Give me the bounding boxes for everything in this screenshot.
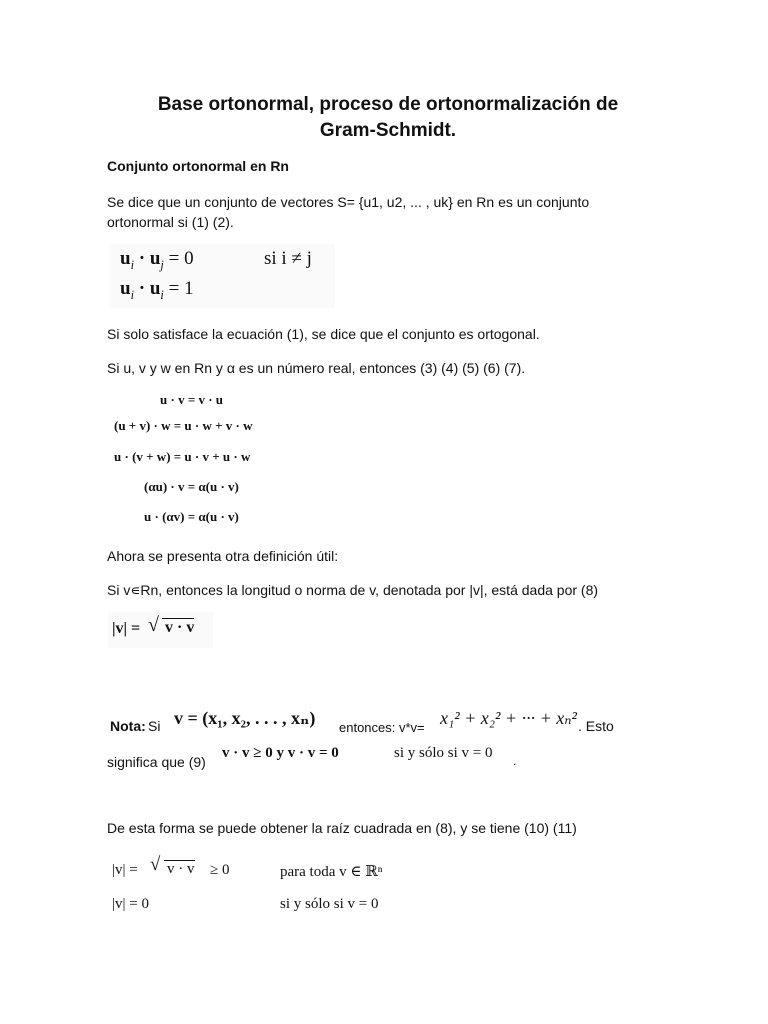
paragraph-norm-def: Si v∊Rn, entonces la longitud o norma de v, denotada por |v|, está dada por (8)	[107, 582, 599, 598]
equation-5: u · (v + w) = u · v + u · w	[114, 449, 251, 464]
subscript-i: i	[130, 287, 135, 302]
radicand: v · v	[162, 618, 194, 637]
equation-9-lhs: v · v ≥ 0 y v · v = 0	[222, 745, 339, 761]
paragraph-line: Se dice que un conjunto de vectores S= {u1, u2, ... , uk} en Rn es un conjunto	[107, 194, 590, 210]
greater-equal-zero: ≥ 0	[210, 862, 230, 878]
equation-8	[108, 612, 213, 648]
equation-1	[120, 248, 194, 273]
nota-label: Nota:	[110, 718, 146, 734]
equation-2	[120, 278, 194, 303]
paragraph-orthogonal: Si solo satisface la ecuación (1), se dice que el conjunto es ortogonal.	[107, 326, 540, 342]
nota-si: Si	[148, 718, 161, 734]
equation-11-condition: si y sólo si v = 0	[280, 896, 379, 912]
paragraph-line: ortonormal si (1) (2).	[107, 214, 234, 230]
equals-zero: = 0	[163, 248, 194, 269]
equations-10-11	[112, 852, 412, 922]
equation-6: (αu) · v = α(u · v)	[144, 479, 239, 494]
nota-line	[110, 702, 730, 735]
subscript-i: i	[130, 257, 135, 272]
sqrt-icon: √	[150, 854, 161, 875]
equation-10-condition: para toda v ∈ ℝⁿ	[280, 864, 383, 880]
vector-u: u	[120, 278, 131, 299]
section-heading: Conjunto ortonormal en Rn	[107, 158, 289, 174]
subscript-j: j	[160, 257, 164, 272]
title-line-1: Base ortonormal, proceso de ortonormalización de	[157, 94, 619, 115]
norm-lhs: |v| =	[112, 862, 138, 878]
equals-one: = 1	[163, 278, 194, 299]
paragraph-significa: significa que (9)	[107, 754, 206, 770]
equation-1-2	[110, 244, 335, 308]
vector-u: u	[120, 248, 131, 269]
subscript-i: i	[160, 287, 164, 302]
nota-sum: x₁² + x₂² + ··· + xₙ²	[440, 708, 577, 728]
radicand: v · v	[164, 860, 195, 878]
equation-9-period: .	[513, 754, 517, 768]
paragraph-orthonormal-def	[107, 192, 589, 232]
page-title	[100, 92, 676, 144]
equation-3: u · v = v · u	[160, 392, 224, 407]
paragraph-definition-intro: Ahora se presenta otra definición útil:	[107, 548, 339, 564]
paragraph-sqrt: De esta forma se puede obtener la raíz cuadrada en (8), y se tiene (10) (11)	[107, 820, 577, 836]
nota-vector-def: v = (x₁, x₂, . . . , xₙ)	[174, 708, 316, 728]
title-line-2: Gram-Schmidt.	[319, 120, 457, 141]
equation-1-condition: si i ≠ j	[264, 248, 312, 269]
dot-u: · u	[134, 278, 161, 299]
nota-esto: . Esto	[578, 718, 614, 734]
equation-9-condition: si y sólo si v = 0	[394, 745, 493, 761]
paragraph-properties: Si u, v y w en Rn y α es un número real, entonces (3) (4) (5) (6) (7).	[107, 360, 526, 376]
norm-lhs: |v| =	[112, 620, 141, 637]
equation-7: u · (αv) = α(u · v)	[144, 509, 239, 524]
nota-entonces: entonces: v*v=	[339, 720, 425, 735]
sqrt-icon: √	[148, 614, 159, 636]
equation-11-lhs: |v| = 0	[112, 896, 149, 912]
dot-u: · u	[134, 248, 161, 269]
equation-4: (u + v) · w = u · w + v · w	[114, 418, 253, 433]
